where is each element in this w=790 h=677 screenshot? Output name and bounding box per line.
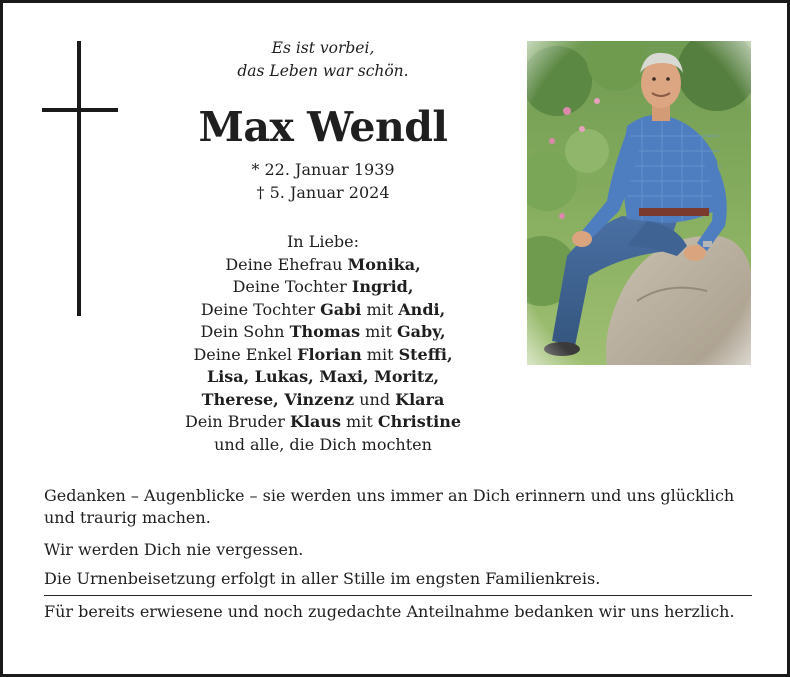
relation-text: Deine Tochter: [232, 277, 352, 296]
closing-text-never-forget: Wir werden Dich nie vergessen.: [44, 540, 304, 559]
cross-icon-bar: [42, 108, 118, 112]
relation-text: Deine Enkel: [193, 344, 298, 364]
relation-text: Deine Ehefrau: [225, 254, 348, 274]
life-dates: [158, 158, 488, 204]
closing-text-thoughts: Gedanken – Augenblicke – sie werden uns immer an Dich erinnern und uns glücklich und traurig machen.: [44, 486, 735, 527]
relative-name: Lisa, Lukas, Maxi, Moritz,: [206, 367, 440, 386]
relative-name: Ingrid,: [351, 277, 414, 296]
motto: [158, 37, 488, 83]
relative-name: Klaus: [289, 412, 341, 431]
motto-line: das Leben war schön.: [237, 62, 409, 80]
family-line: [158, 299, 488, 322]
relative-name: Thomas: [289, 322, 361, 341]
relation-text: mit: [340, 412, 378, 431]
family-line: [158, 276, 488, 299]
relative-name: Steffi,: [398, 344, 453, 364]
birth-date: * 22. Januar 1939: [251, 160, 395, 179]
portrait-photo: [527, 41, 751, 365]
family-line: [158, 366, 488, 389]
death-date: † 5. Januar 2024: [256, 183, 390, 202]
family-line: [158, 254, 488, 277]
relation-text: mit: [361, 299, 399, 319]
relation-text: Deine Tochter: [200, 299, 321, 319]
family-line: [158, 321, 488, 344]
relation-text: Dein Bruder: [184, 412, 290, 431]
thanks-text: Für bereits erwiesene und noch zugedachte Anteilnahme bedanken wir uns herzlich.: [44, 602, 735, 621]
relation-text: mit: [360, 322, 397, 341]
relation-text: mit: [361, 344, 399, 364]
family-line: [158, 344, 488, 367]
family-line: und alle, die Dich mochten: [214, 434, 432, 454]
divider: [44, 595, 752, 596]
relative-name: Christine: [377, 412, 462, 431]
relative-name: Monika,: [347, 254, 421, 274]
relation-text: und: [354, 389, 396, 409]
family-line: [158, 389, 488, 412]
relative-name: Klara: [395, 389, 445, 409]
family-list: [158, 231, 488, 456]
cross-icon: [77, 41, 81, 316]
motto-line: Es ist vorbei,: [271, 39, 375, 57]
deceased-name: Max Wendl: [198, 103, 448, 151]
relative-name: Gabi: [320, 299, 362, 319]
relative-name: Gaby,: [396, 322, 446, 341]
family-line: [158, 411, 488, 434]
relative-name: Andi,: [398, 299, 446, 319]
relative-name: Therese, Vinzenz: [201, 389, 355, 409]
family-intro: In Liebe:: [286, 232, 360, 251]
relative-name: Florian: [297, 344, 362, 364]
burial-notice: Die Urnenbeisetzung erfolgt in aller Stille im engsten Familienkreis.: [44, 569, 601, 588]
relation-text: Dein Sohn: [200, 322, 290, 341]
